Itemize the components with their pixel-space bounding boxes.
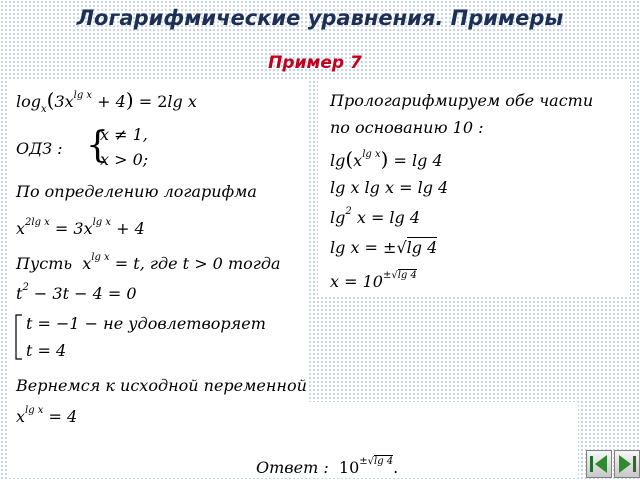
intro-line-2: по основанию 10 : [330, 118, 484, 137]
right-eq-2: lg x lg x = lg 4 [330, 178, 449, 197]
by-definition: По определению логарифма [16, 182, 257, 201]
odz-cond-2: x > 0; [100, 150, 149, 169]
equation-1: $\log_x(3x^{lg x} + 4) = 2\lg$ x [16, 88, 197, 115]
nav-next-icon [615, 451, 639, 477]
case-bracket [14, 314, 24, 360]
substitution: Пусть $x^{lg x} = t$, где t > 0 тогда [16, 252, 281, 273]
odz-brace: { [86, 125, 109, 166]
quadratic: $t^2 - 3t - 4 = 0$ [16, 282, 137, 303]
odz-cond-1: x ≠ 1, [100, 125, 148, 144]
answer: Ответ : $10^{\pm√lg 4}$. [256, 456, 399, 477]
equation-3: $x^{lg x} = 4$ [16, 405, 78, 426]
odz-label: ОДЗ : [16, 139, 63, 158]
right-eq-4: lg x = ±√lg 4 [330, 238, 438, 257]
slide-subtitle: Пример 7 [268, 53, 362, 73]
intro-line-1: Прологарифмируем обе части [330, 91, 594, 110]
nav-prev-icon [587, 451, 611, 477]
slide-title: Логарифмические уравнения. Примеры [76, 6, 564, 30]
right-eq-5: $x = 10^{\pm√lg 4}$ [330, 270, 417, 291]
nav-prev-button[interactable] [586, 450, 612, 478]
right-eq-3: $\lg^2 x = \lg 4$ [330, 206, 421, 227]
return-variable: Вернемся к исходной переменной [16, 376, 307, 395]
case-1: t = −1 − не удовлетворяет [26, 314, 266, 333]
case-2: t = 4 [26, 341, 67, 360]
nav-next-button[interactable] [614, 450, 640, 478]
right-eq-1: $\lg(x^{lg x}) = \lg 4$ [330, 147, 443, 171]
equation-2: $x^{2lg x} = 3x^{lg x} + 4$ [16, 217, 145, 238]
